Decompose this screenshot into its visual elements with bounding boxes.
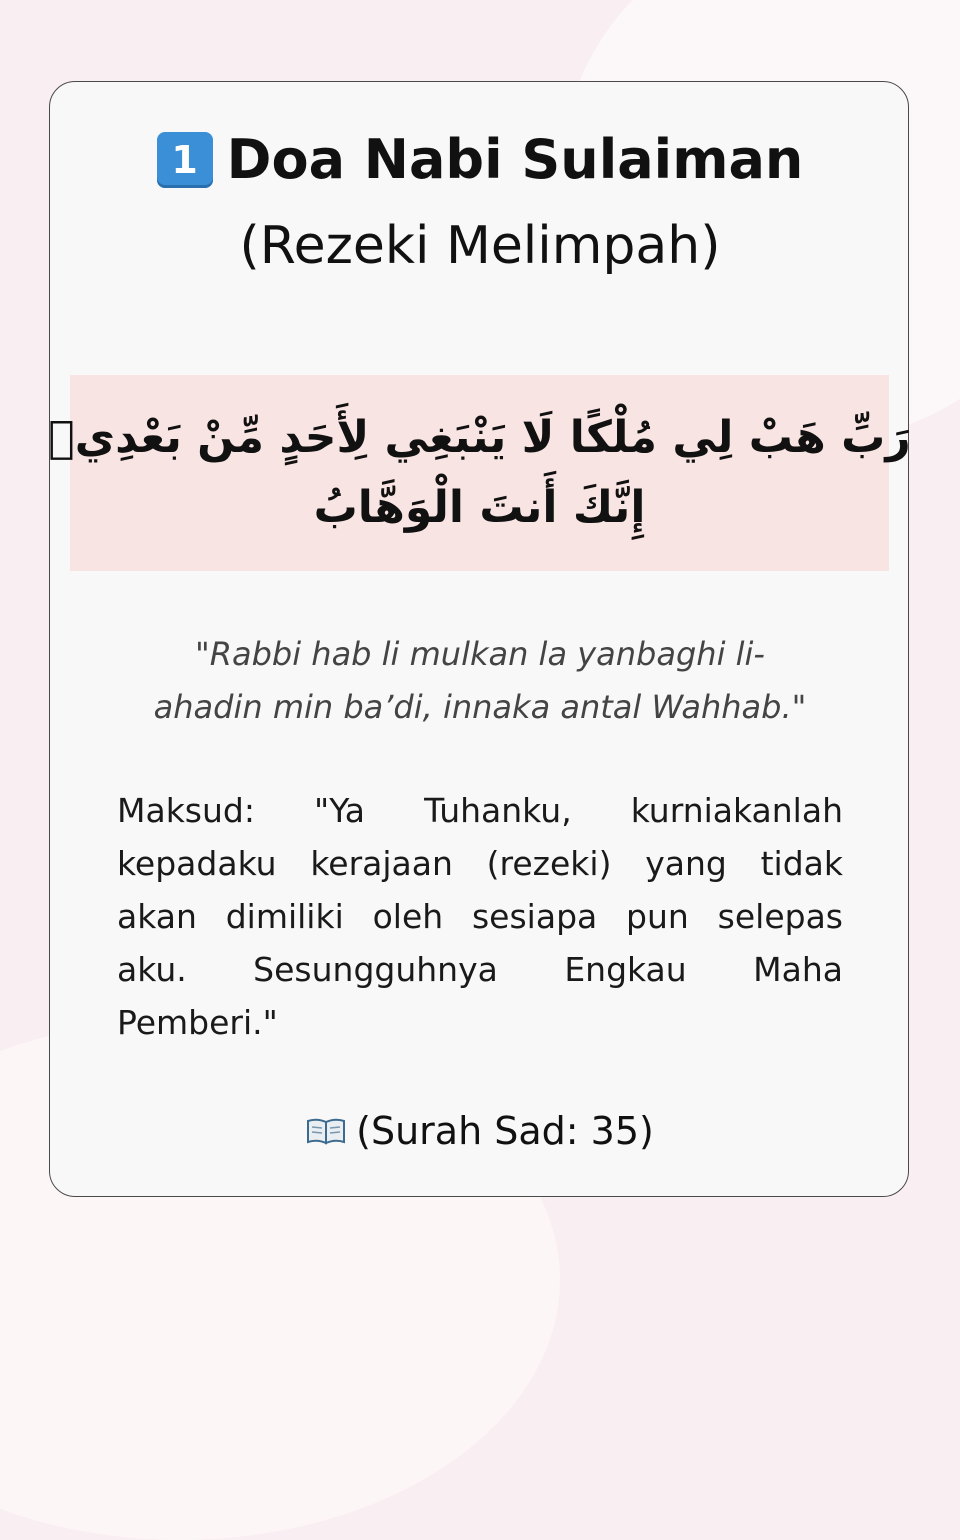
arabic-line-1: رَبِّ هَبْ لِي مُلْكًا لَا يَنْبَغِي لِأَحَدٍ مِّنْ بَعْدِيۖ [48, 412, 911, 463]
transliteration [120, 628, 840, 734]
source-reference [0, 1104, 960, 1158]
doa-title [0, 126, 960, 280]
meaning-line: Pemberi." [117, 1003, 278, 1042]
transliteration-line-1: "Rabbi hab li mulkan la yanbaghi li- [195, 635, 765, 673]
meaning-line: Maksud: "Ya Tuhanku, kurniakanlah [117, 791, 843, 830]
title-subtitle: (Rezeki Melimpah) [239, 216, 721, 276]
arabic-line-2: إِنَّكَ أَنتَ الْوَهَّابُ [313, 482, 646, 533]
transliteration-line-2: ahadin min ba’di, innaka antal Wahhab." [153, 688, 807, 726]
title-text: Doa Nabi Sulaiman [226, 128, 804, 191]
meaning-line: kepadaku kerajaan (rezeki) yang tidak [117, 844, 843, 883]
title-line-1 [0, 126, 960, 194]
arabic-text-box [48, 375, 911, 571]
open-book-icon [306, 1117, 346, 1145]
meaning-line: aku. Sesungguhnya Engkau Maha [117, 950, 843, 989]
meaning-line: akan dimiliki oleh sesiapa pun selepas [117, 897, 843, 936]
number-one-badge-icon: 1 [157, 132, 213, 188]
meaning-paragraph [117, 784, 843, 1049]
source-text: (Surah Sad: 35) [356, 1109, 654, 1153]
